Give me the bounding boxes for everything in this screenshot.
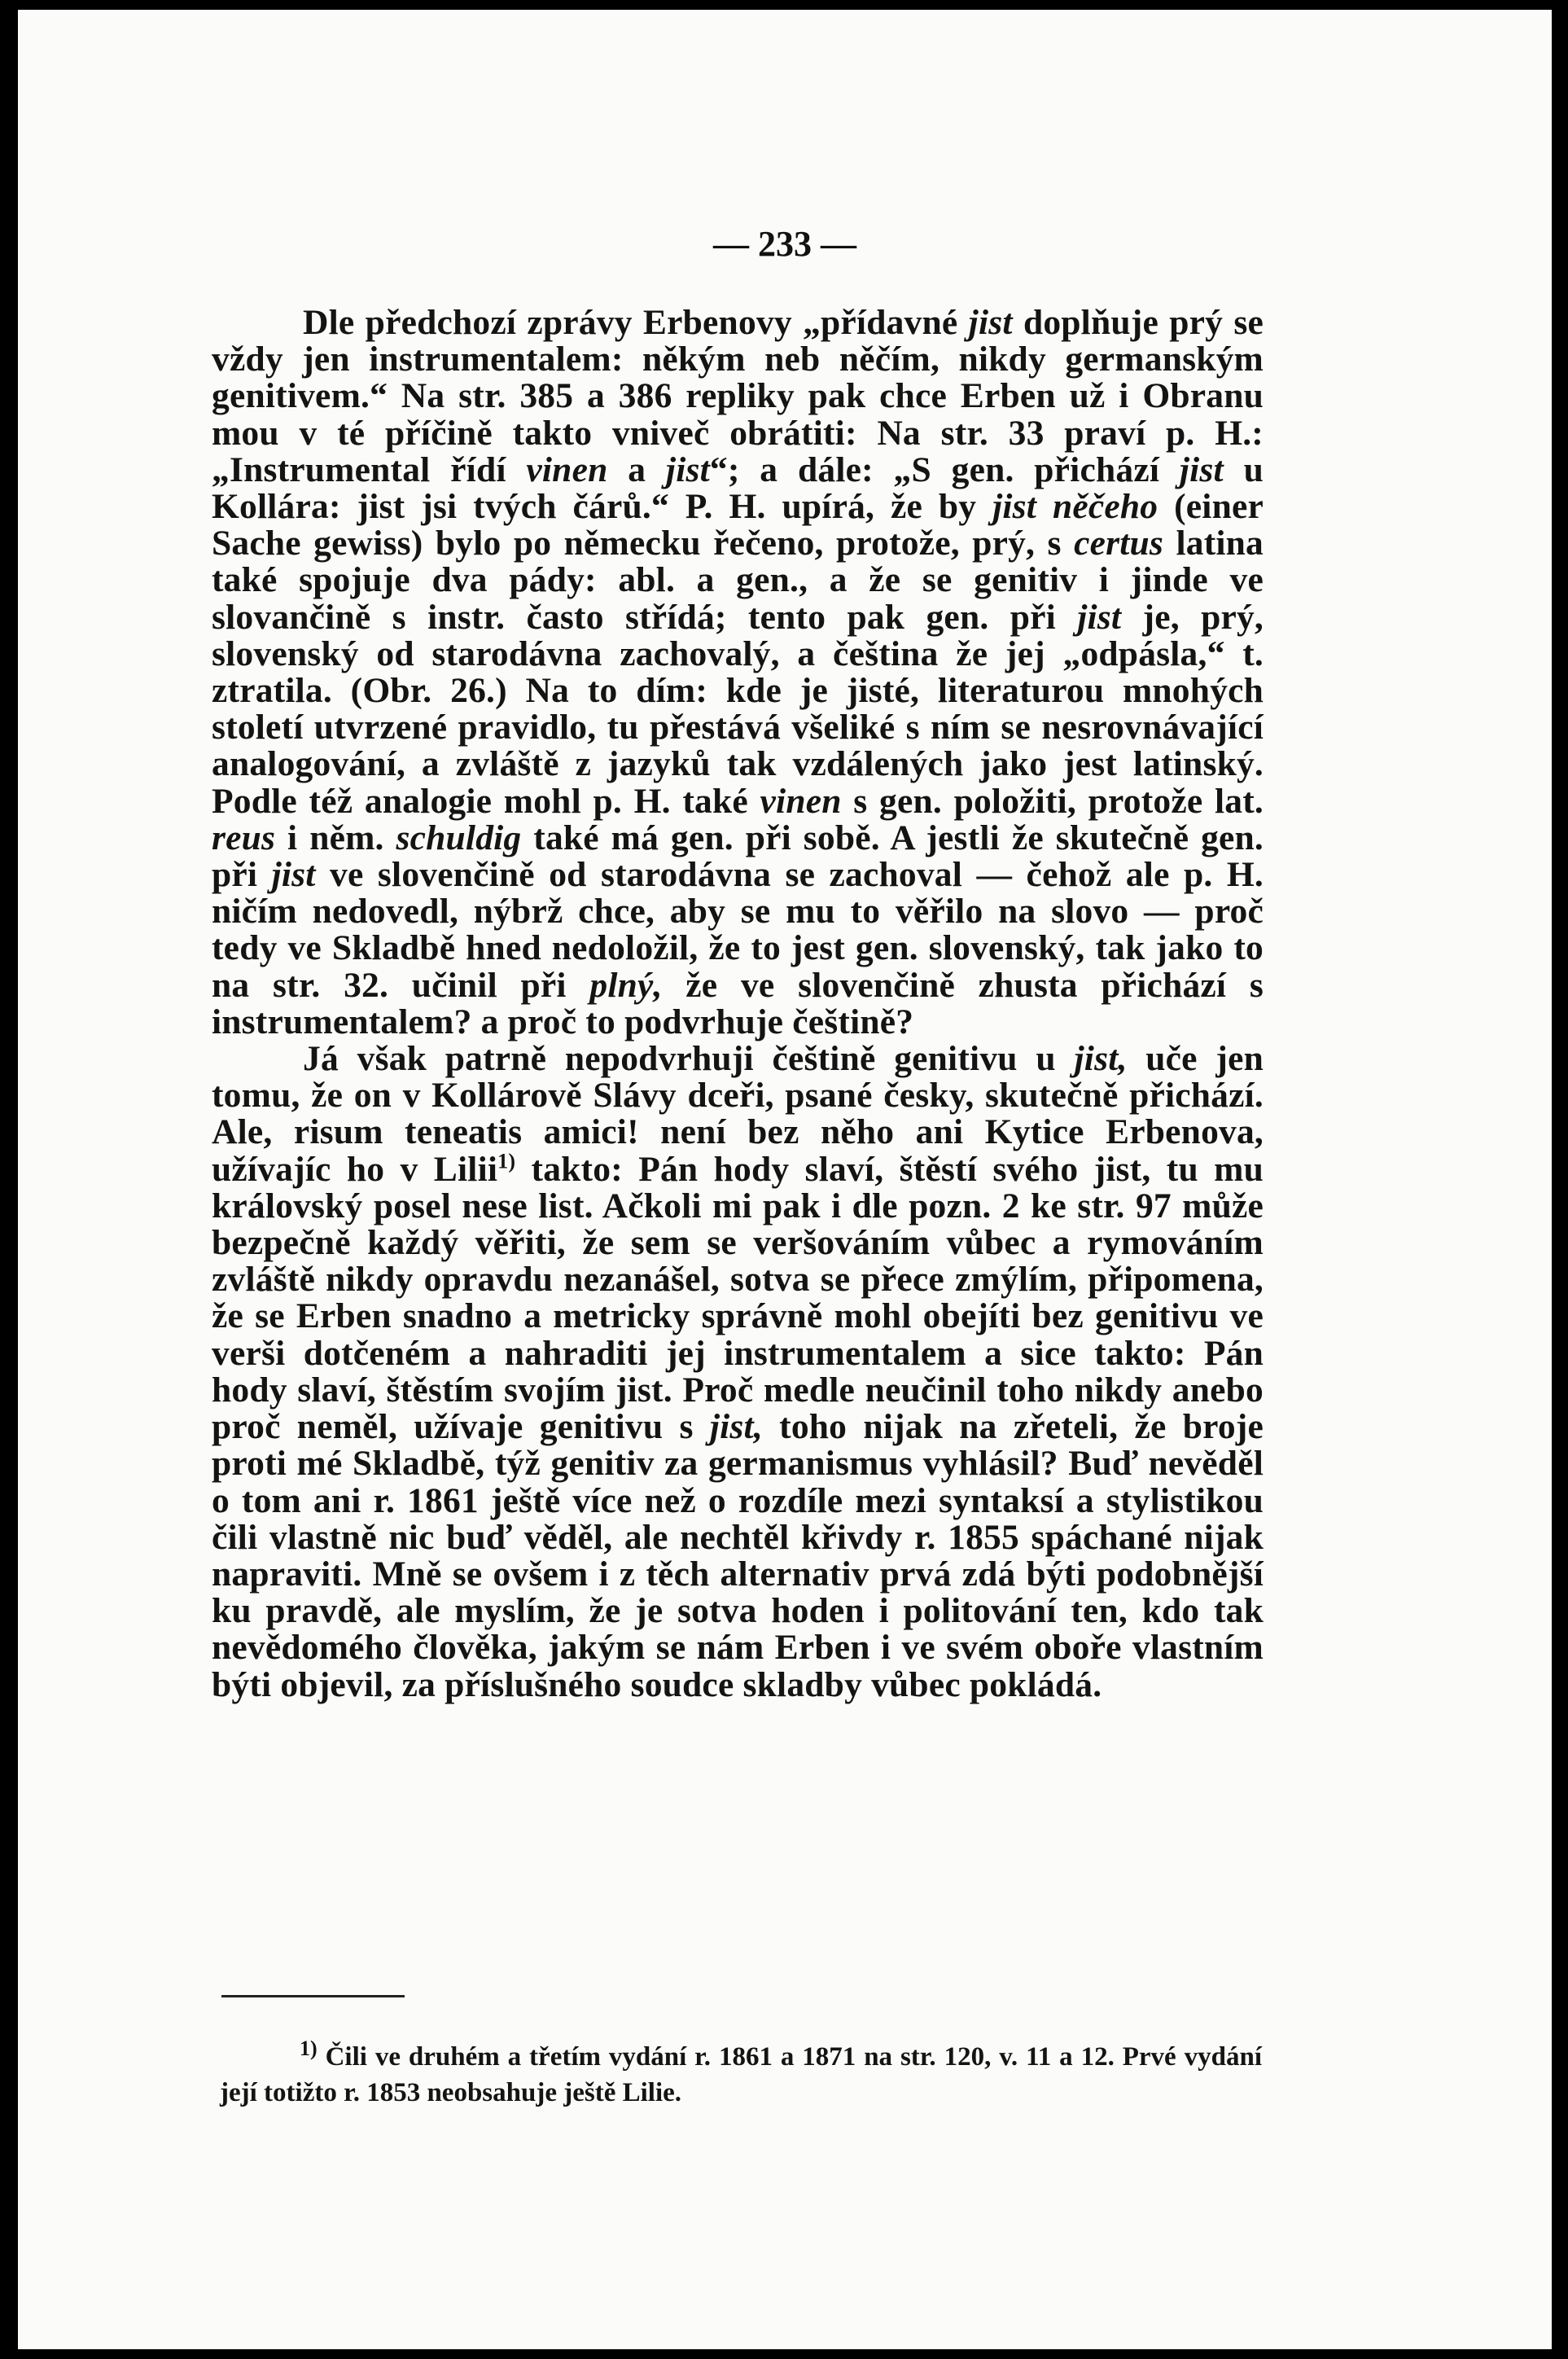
text-run: latina také spojuje dva pády: abl. a gen., a že se genitiv i jinde ve slovančině s instr. často střídá; tento pak gen. při <box>212 524 1264 637</box>
italic-term: vinen <box>526 449 608 489</box>
footnote <box>220 2039 1262 2111</box>
text-run: Já však patrně nepodvrhuji češtině genitivu u <box>303 1039 1075 1079</box>
main-text <box>212 305 1264 1703</box>
text-run: uče jen tomu, že on v Kollárově Slávy dceři, psané česky, skutečně přichází. Ale, risum teneatis amici! není bez něho ani Kytice Erbenova, užívajíc ho v Lilii <box>212 1039 1264 1189</box>
italic-term: jist <box>968 303 1013 342</box>
text-run: s gen. položiti, protože lat. <box>841 781 1264 821</box>
italic-term: jist <box>1179 449 1224 489</box>
italic-term: reus <box>212 818 276 857</box>
paragraph-2 <box>212 1041 1264 1703</box>
text-run: doplňuje prý se vždy jen instrumentalem: někým neb něčím, nikdy germanským genitivem.“ Na str. 385 a 386 repliky pak chce Erben už i Obranu mou v té příčině takto vniveč obrátiti: Na str. 33 praví p. H.: „Instrumental řídí <box>212 303 1264 489</box>
text-run: také má gen. při sobě. A jestli že skutečně gen. při <box>212 818 1264 895</box>
book-page <box>18 10 1552 2349</box>
text-run: Dle předchozí zprávy Erbenovy „přídavné <box>303 303 969 342</box>
italic-term: jist <box>271 855 316 895</box>
text-run: “; a dále: „S gen. přichází <box>709 449 1180 489</box>
italic-term: jist <box>1077 597 1122 637</box>
italic-term: schuldig <box>396 818 522 857</box>
italic-term: plný, <box>589 965 663 1005</box>
italic-term: vinen <box>760 781 842 821</box>
text-run: toho nijak na zřeteli, že broje proti mé Skladbě, týž genitiv za germanismus vyhlásil? Buď nevěděl o tom ani r. 1861 ještě více než o rozdíle mezi syntaksí a stylistikou čili vlastně nic buď věděl, ale nechtěl křivdy r. 1855 spáchané nijak napraviti. Mně se ovšem i z těch alternativ prvá zdá býti podobnější ku pravdě, ale myslím, že je sotva hoden i politování ten, kdo tak nevědomého člověka, jakým se nám Erben i ve svém oboře vlastním býti objevil, za příslušného soudce skladby vůbec pokládá. <box>212 1407 1264 1704</box>
footnote-divider <box>221 1995 405 1997</box>
italic-term: jist něčeho <box>992 487 1158 527</box>
footnote-marker: 1) <box>300 2037 318 2060</box>
italic-term: jist <box>665 449 710 489</box>
footnote-reference: 1) <box>497 1149 516 1173</box>
text-run: takto: Pán hody slaví, štěstí svého jist, tu mu královský posel nese list. Ačkoli mi pak i dle pozn. 2 ke str. 97 může bezpečně každý věřiti, že sem se veršováním vůbec a rymováním zvláště nikdy opravdu nezanášel, sotva se přece zmýlím, připomena, že se Erben snadno a metricky správně mohl obejíti bez genitivu ve verši dotčeném a nahraditi jej instrumentalem a sice takto: Pán hody slaví, štěstím svojím jist. Proč medle neučinil toho nikdy anebo proč neměl, užívaje genitivu s <box>212 1149 1264 1447</box>
text-run: u Kollára: jist jsi tvých čárů.“ P. H. upírá, že by <box>212 449 1264 527</box>
text-run: ve slovenčině od starodávna se zachoval — čehož ale p. H. ničím nedovedl, nýbrž chce, aby se mu to věřilo na slovo — proč tedy ve Skladbě hned nedoložil, že to jest gen. slovenský, tak jako to na str. 32. učinil při <box>212 855 1264 1005</box>
footnote-text: Čili ve druhém a třetím vydání r. 1861 a 1871 na str. 120, v. 11 a 12. Prvé vydání její totižto r. 1853 neobsahuje ještě Lilie. <box>220 2042 1262 2107</box>
page-number: — 233 — <box>713 224 856 264</box>
text-run: je, prý, slovenský od starodávna zachovalý, a čeština že jej „odpásla,“ t. ztratila. (Obr. 26.) Na to dím: kde je jisté, literaturou mnohých století utvrzené pravidlo, tu přestává všeliké s ním se nesrovnávající analogování, a zvláště z jazyků tak vzdálených jako jest latinský. Podle též analogie mohl p. H. také <box>212 597 1264 821</box>
paragraph-1 <box>212 305 1264 1041</box>
text-run: a <box>607 449 666 489</box>
italic-term: jist, <box>1074 1039 1128 1079</box>
text-run: že ve slovenčině zhusta přichází s instrumentalem? a proč to podvrhuje češtině? <box>212 965 1264 1041</box>
text-run: (einer Sache gewiss) bylo po německu řečeno, protože, prý, s <box>212 487 1264 563</box>
italic-term: jist, <box>709 1407 763 1447</box>
text-run: i něm. <box>275 818 396 857</box>
italic-term: certus <box>1074 524 1164 563</box>
